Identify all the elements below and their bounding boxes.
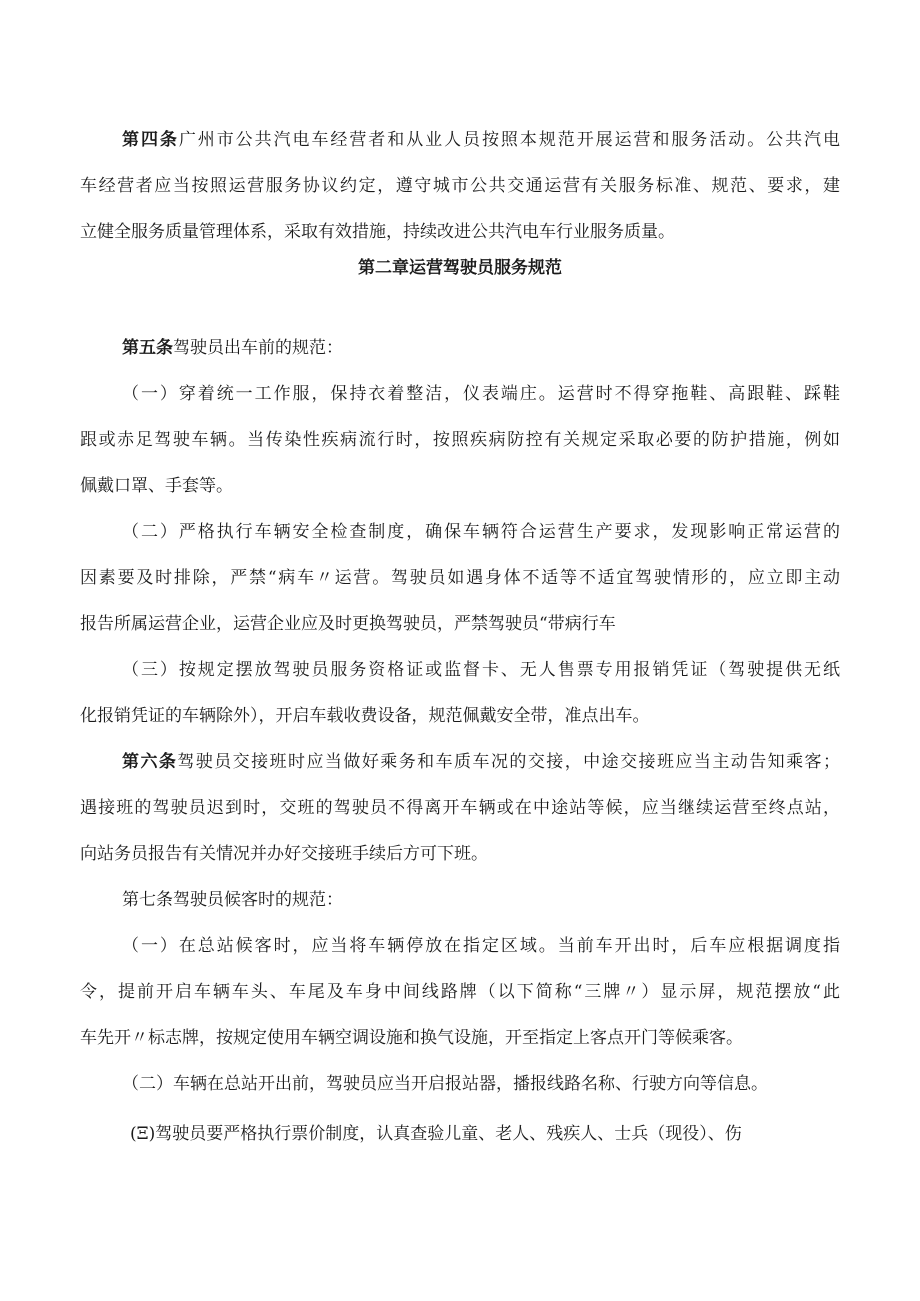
article-4-line-1: 第四条广州市公共汽电车经营者和从业人员按照本规范开展运营和服务活动。公共汽电 <box>122 130 841 150</box>
article-6-line-3: 向站务员报告有关情况并办好交接班手续后方可下班。 <box>80 844 488 864</box>
article-5-item-1-line-2: 跟或赤足驾驶车辆。当传染性疾病流行时，按照疾病防控有关规定采取必要的防护措施，例如 <box>80 430 840 450</box>
article-5-item-1-line-3: 佩戴口罩、手套等。 <box>80 476 233 496</box>
article-5-item-3-line-1: （三）按规定摆放驾驶员服务资格证或监督卡、无人售票专用报销凭证（驾驶提供无纸 <box>122 660 840 680</box>
article-7-item-1-line-2: 令，提前开启车辆车头、车尾及车身中间线路牌（以下简称“三牌〃）显示屏，规范摆放“此 <box>80 982 840 1002</box>
article-6-line-1: 第六条驾驶员交接班时应当做好乘务和车质车况的交接，中途交接班应当主动告知乘客； <box>122 752 840 772</box>
article-7-item-3: (Ξ)驾驶员要严格执行票价制度，认真查验儿童、老人、残疾人、士兵（现役）、伤 <box>130 1124 742 1144</box>
article-7-intro: 第七条驾驶员候客时的规范： <box>122 890 343 910</box>
article-4-line-3: 立健全服务质量管理体系，采取有效措施，持续改进公共汽电车行业服务质量。 <box>80 222 675 242</box>
article-7-item-2: （二）车辆在总站开出前，驾驶员应当开启报站器，播报线路名称、行驶方向等信息。 <box>122 1074 768 1094</box>
article-6-label: 第六条 <box>122 752 178 772</box>
article-4-label: 第四条 <box>122 130 179 150</box>
article-5-item-2-line-1: （二）严格执行车辆安全检查制度，确保车辆符合运营生产要求，发现影响正常运营的 <box>122 522 840 542</box>
article-5-item-3-line-2: 化报销凭证的车辆除外），开启车载收费设备，规范佩戴安全带，准点出车。 <box>80 706 650 726</box>
article-5-label: 第五条 <box>122 338 173 358</box>
chapter-2-heading: 第二章运营驾驶员服务规范 <box>358 258 562 278</box>
article-5-item-1-line-1: （一）穿着统一工作服，保持衣着整洁，仪表端庄。运营时不得穿拖鞋、高跟鞋、踩鞋 <box>122 384 840 404</box>
article-6-line-2: 遇接班的驾驶员迟到时，交班的驾驶员不得离开车辆或在中途站等候，应当继续运营至终点站， <box>80 798 840 818</box>
article-5-item-2-line-3: 报告所属运营企业，运营企业应及时更换驾驶员，严禁驾驶员“带病行车 <box>80 614 616 634</box>
article-4-line-2: 车经营者应当按照运营服务协议约定，遵守城市公共交通运营有关服务标准、规范、要求，建 <box>80 176 840 196</box>
article-5-intro: 第五条驾驶员出车前的规范： <box>122 338 343 358</box>
article-5-item-2-line-2: 因素要及时排除，严禁“病车〃运营。驾驶员如遇身体不适等不适宜驾驶情形的，应立即主动 <box>80 568 840 588</box>
article-7-item-1-line-1: （一）在总站候客时，应当将车辆停放在指定区域。当前车开出时，后车应根据调度指 <box>122 936 840 956</box>
article-7-item-1-line-3: 车先开〃标志牌，按规定使用车辆空调设施和换气设施，开至指定上客点开门等候乘客。 <box>80 1028 743 1048</box>
